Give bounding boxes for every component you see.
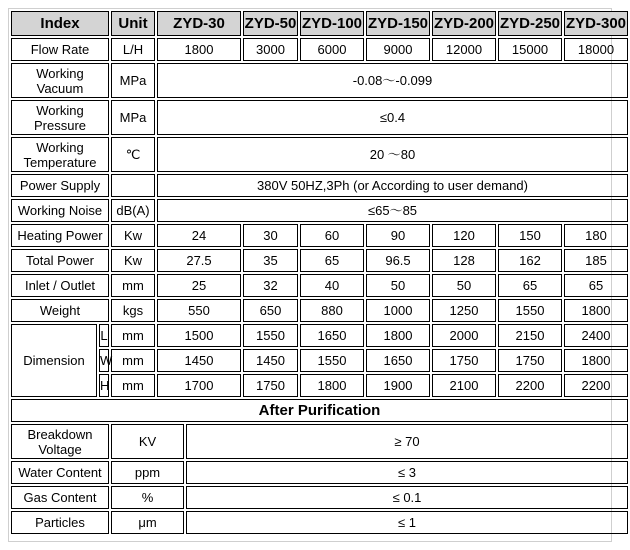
row-label: Particles <box>11 511 109 534</box>
row-unit: MPa <box>111 100 155 135</box>
row-label: Total Power <box>11 249 109 272</box>
row-unit: mm <box>111 274 155 297</box>
row-unit: dB(A) <box>111 199 155 222</box>
cell-value: ≥ 70 <box>186 424 628 459</box>
cell-value: 1800 <box>157 38 241 61</box>
cell-value: 1750 <box>432 349 496 372</box>
cell-value: 1450 <box>157 349 241 372</box>
after-purification-heading: After Purification <box>11 399 628 422</box>
cell-value: 1800 <box>300 374 364 397</box>
row-unit: L/H <box>111 38 155 61</box>
row-label <box>11 137 109 172</box>
cell-value: 96.5 <box>366 249 430 272</box>
header-zyd-200: ZYD-200 <box>432 11 496 36</box>
label-line: Pressure <box>33 117 87 133</box>
cell-value: 650 <box>243 299 298 322</box>
cell-value: 30 <box>243 224 298 247</box>
particles-row <box>11 511 628 534</box>
label-line: Working <box>36 102 84 118</box>
row-label <box>11 63 109 98</box>
label-line: Breakdown <box>27 426 93 442</box>
cell-value: 65 <box>300 249 364 272</box>
cell-value: 65 <box>498 274 562 297</box>
cell-value: 1500 <box>157 324 241 347</box>
cell-value: 2400 <box>564 324 628 347</box>
row-unit: ℃ <box>111 137 155 172</box>
cell-value: 9000 <box>366 38 430 61</box>
cell-value: 180 <box>564 224 628 247</box>
cell-value: 60 <box>300 224 364 247</box>
weight-row <box>11 299 628 322</box>
cell-value: ≤ 0.1 <box>186 486 628 509</box>
cell-value: 50 <box>432 274 496 297</box>
inlet-outlet-row <box>11 274 628 297</box>
header-zyd-300: ZYD-300 <box>564 11 628 36</box>
header-row <box>11 11 628 36</box>
dimension-axis: L <box>99 324 109 347</box>
cell-value: 2100 <box>432 374 496 397</box>
label-line: Temperature <box>23 154 97 170</box>
row-unit: mm <box>111 324 155 347</box>
row-unit: μm <box>111 511 184 534</box>
header-zyd-100: ZYD-100 <box>300 11 364 36</box>
row-label: Heating Power <box>11 224 109 247</box>
row-unit: KV <box>111 424 184 459</box>
cell-value: 1800 <box>366 324 430 347</box>
cell-value: 150 <box>498 224 562 247</box>
cell-value: 24 <box>157 224 241 247</box>
cell-value: 2150 <box>498 324 562 347</box>
cell-value: 1450 <box>243 349 298 372</box>
cell-value: 32 <box>243 274 298 297</box>
breakdown-voltage-row <box>11 424 628 459</box>
cell-value: 1750 <box>243 374 298 397</box>
label-line: Voltage <box>38 441 82 457</box>
cell-value: 128 <box>432 249 496 272</box>
cell-value: -0.08～-0.099 <box>157 63 628 98</box>
header-zyd-150: ZYD-150 <box>366 11 430 36</box>
cell-value: 35 <box>243 249 298 272</box>
dimension-label: Dimension <box>11 324 97 397</box>
water-content-row <box>11 461 628 484</box>
cell-value: 3000 <box>243 38 298 61</box>
gas-content-row <box>11 486 628 509</box>
dimension-axis: W <box>99 349 109 372</box>
cell-value: 1900 <box>366 374 430 397</box>
cell-value: 15000 <box>498 38 562 61</box>
row-label: Flow Rate <box>11 38 109 61</box>
label-line: Working <box>36 65 84 81</box>
row-unit <box>111 174 155 197</box>
cell-value: 1550 <box>300 349 364 372</box>
cell-value: 1700 <box>157 374 241 397</box>
header-index: Index <box>11 11 109 36</box>
cell-value: 1650 <box>366 349 430 372</box>
row-label <box>11 424 109 459</box>
cell-value: 90 <box>366 224 430 247</box>
total-power-row <box>11 249 628 272</box>
row-unit: % <box>111 486 184 509</box>
cell-value: 25 <box>157 274 241 297</box>
cell-value: 6000 <box>300 38 364 61</box>
cell-value: 120 <box>432 224 496 247</box>
row-label: Weight <box>11 299 109 322</box>
cell-value: 1250 <box>432 299 496 322</box>
cell-value: 27.5 <box>157 249 241 272</box>
spec-table-frame <box>8 8 627 542</box>
label-line: Vacuum <box>36 80 84 96</box>
heating-power-row <box>11 224 628 247</box>
cell-value: 1650 <box>300 324 364 347</box>
row-label: Working Noise <box>11 199 109 222</box>
cell-value: 1550 <box>243 324 298 347</box>
dimension-row-w <box>11 349 628 372</box>
cell-value: 162 <box>498 249 562 272</box>
row-unit: Kw <box>111 224 155 247</box>
cell-value: ≤65～85 <box>157 199 628 222</box>
cell-value: ≤0.4 <box>157 100 628 135</box>
flow-rate-row <box>11 38 628 61</box>
spec-table <box>9 9 630 536</box>
row-label: Water Content <box>11 461 109 484</box>
cell-value: 65 <box>564 274 628 297</box>
power-supply-row <box>11 174 628 197</box>
row-unit: mm <box>111 349 155 372</box>
working-temperature-row <box>11 137 628 172</box>
dimension-row-h <box>11 374 628 397</box>
row-unit: Kw <box>111 249 155 272</box>
cell-value: 40 <box>300 274 364 297</box>
cell-value: 880 <box>300 299 364 322</box>
row-unit: mm <box>111 374 155 397</box>
cell-value: 20 ～80 <box>157 137 628 172</box>
after-purification-row <box>11 399 628 422</box>
row-label: Gas Content <box>11 486 109 509</box>
cell-value: ≤ 1 <box>186 511 628 534</box>
dimension-row-l <box>11 324 628 347</box>
row-label: Inlet / Outlet <box>11 274 109 297</box>
cell-value: 1550 <box>498 299 562 322</box>
cell-value: ≤ 3 <box>186 461 628 484</box>
row-label <box>11 100 109 135</box>
cell-value: 380V 50HZ,3Ph (or According to user demand) <box>157 174 628 197</box>
working-pressure-row <box>11 100 628 135</box>
cell-value: 2000 <box>432 324 496 347</box>
dimension-axis: H <box>99 374 109 397</box>
header-zyd-30: ZYD-30 <box>157 11 241 36</box>
row-unit: MPa <box>111 63 155 98</box>
cell-value: 50 <box>366 274 430 297</box>
row-label: Power Supply <box>11 174 109 197</box>
row-unit: kgs <box>111 299 155 322</box>
cell-value: 1000 <box>366 299 430 322</box>
cell-value: 185 <box>564 249 628 272</box>
cell-value: 1800 <box>564 349 628 372</box>
cell-value: 550 <box>157 299 241 322</box>
working-vacuum-row <box>11 63 628 98</box>
header-zyd-50: ZYD-50 <box>243 11 298 36</box>
cell-value: 2200 <box>498 374 562 397</box>
header-unit: Unit <box>111 11 155 36</box>
working-noise-row <box>11 199 628 222</box>
cell-value: 12000 <box>432 38 496 61</box>
cell-value: 1750 <box>498 349 562 372</box>
cell-value: 2200 <box>564 374 628 397</box>
header-zyd-250: ZYD-250 <box>498 11 562 36</box>
label-line: Working <box>36 139 84 155</box>
cell-value: 18000 <box>564 38 628 61</box>
cell-value: 1800 <box>564 299 628 322</box>
row-unit: ppm <box>111 461 184 484</box>
